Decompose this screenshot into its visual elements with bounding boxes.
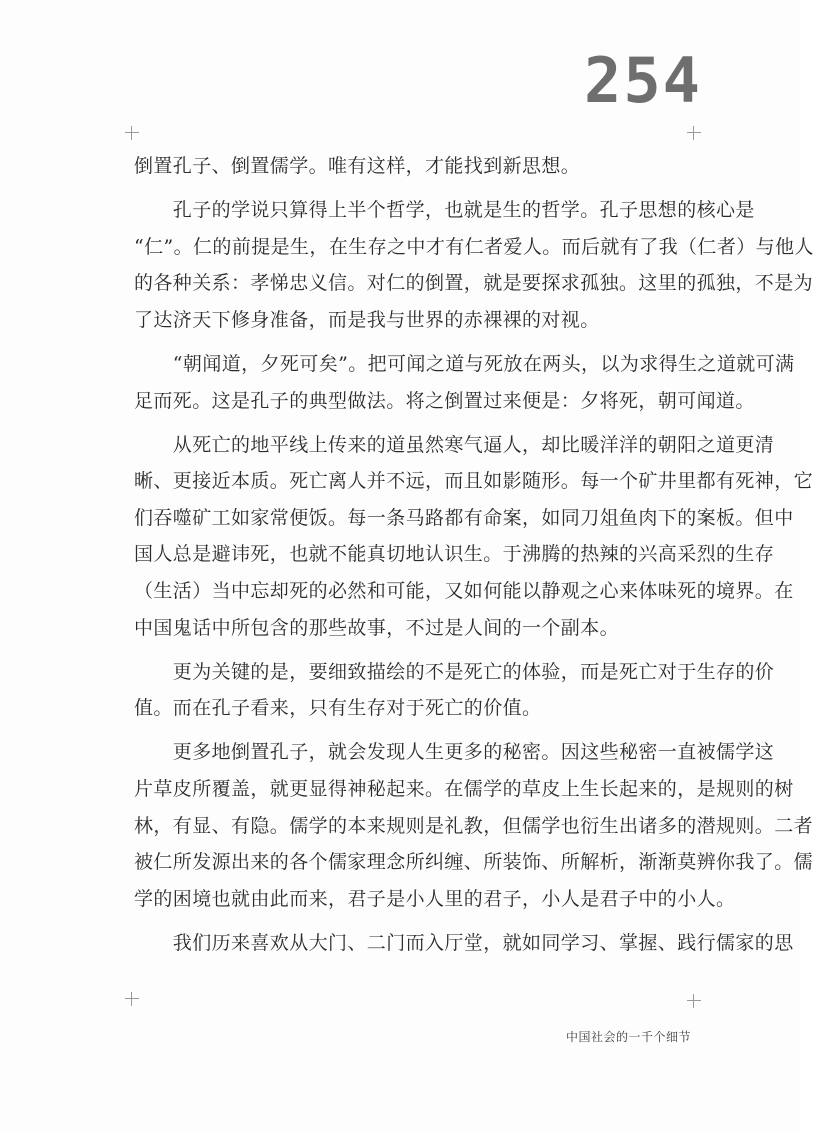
text-line: 更为关键的是，要细致描绘的不是死亡的体验，而是死亡对于生存的价 [134,660,775,683]
text-line: “仁”。仁的前提是生，在生存之中才有仁者爱人。而后就有了我（仁者）与他人 [134,235,814,258]
text-line: 值。而在孔子看来，只有生存对于死亡的价值。 [134,697,542,720]
page-number: 254 [584,44,702,117]
text-line: 学的困境也就由此而来，君子是小人里的君子，小人是君子中的小人。 [134,887,736,910]
text-line: “朝闻道，夕死可矣”。把可闻之道与死放在两头，以为求得生之道就可满 [134,352,795,375]
text-line: 孔子的学说只算得上半个哲学，也就是生的哲学。孔子思想的核心是 [134,199,755,222]
text-line: 更多地倒置孔子，就会发现人生更多的秘密。因这些秘密一直被儒学这 [134,741,775,764]
body-text [134,148,814,961]
text-line: 中国鬼话中所包含的那些故事，不过是人间的一个副本。 [134,616,620,639]
running-footer: 中国社会的一千个细节 [565,1030,691,1044]
crop-mark-top-left [125,126,139,140]
text-line: 片草皮所覆盖，就更显得神秘起来。在儒学的草皮上生长起来的，是规则的树 [134,778,794,800]
text-line: 林，有显、有隐。儒学的本来规则是礼教，但儒学也衍生出诸多的潜规则。二者 [134,814,814,837]
text-line: 被仁所发源出来的各个儒家理念所纠缠、所装饰、所解析，渐渐莫辨你我了。儒 [134,851,814,874]
text-line: 们吞噬矿工如家常便饭。每一条马路都有命案，如同刀俎鱼肉下的案板。但中 [134,506,794,529]
text-line: 倒置孔子、倒置儒学。唯有这样，才能找到新思想。 [134,155,581,177]
text-line: 国人总是避讳死，也就不能真切地认识生。于沸腾的热辣的兴高采烈的生存 [134,543,775,566]
crop-mark-top-right [687,126,701,140]
text-line: 从死亡的地平线上传来的道虽然寒气逼人，却比暖洋洋的朝阳之道更清 [134,433,775,456]
text-line: 的各种关系：孝悌忠义信。对仁的倒置，就是要探求孤独。这里的孤独，不是为 [134,272,814,295]
text-line: 了达济天下修身准备，而是我与世界的赤裸裸的对视。 [134,308,600,331]
text-line: （生活）当中忘却死的必然和可能，又如何能以静观之心来体味死的境界。在 [134,580,794,603]
text-line: 我们历来喜欢从大门、二门而入厅堂，就如同学习、掌握、践行儒家的思 [134,931,794,954]
text-line: 足而死。这是孔子的典型做法。将之倒置过来便是：夕将死，朝可闻道。 [134,389,755,412]
crop-mark-bottom-left [125,992,139,1006]
text-line: 晰、更接近本质。死亡离人并不远，而且如影随形。每一个矿井里都有死神，它 [134,470,814,493]
crop-mark-bottom-right [687,994,701,1008]
